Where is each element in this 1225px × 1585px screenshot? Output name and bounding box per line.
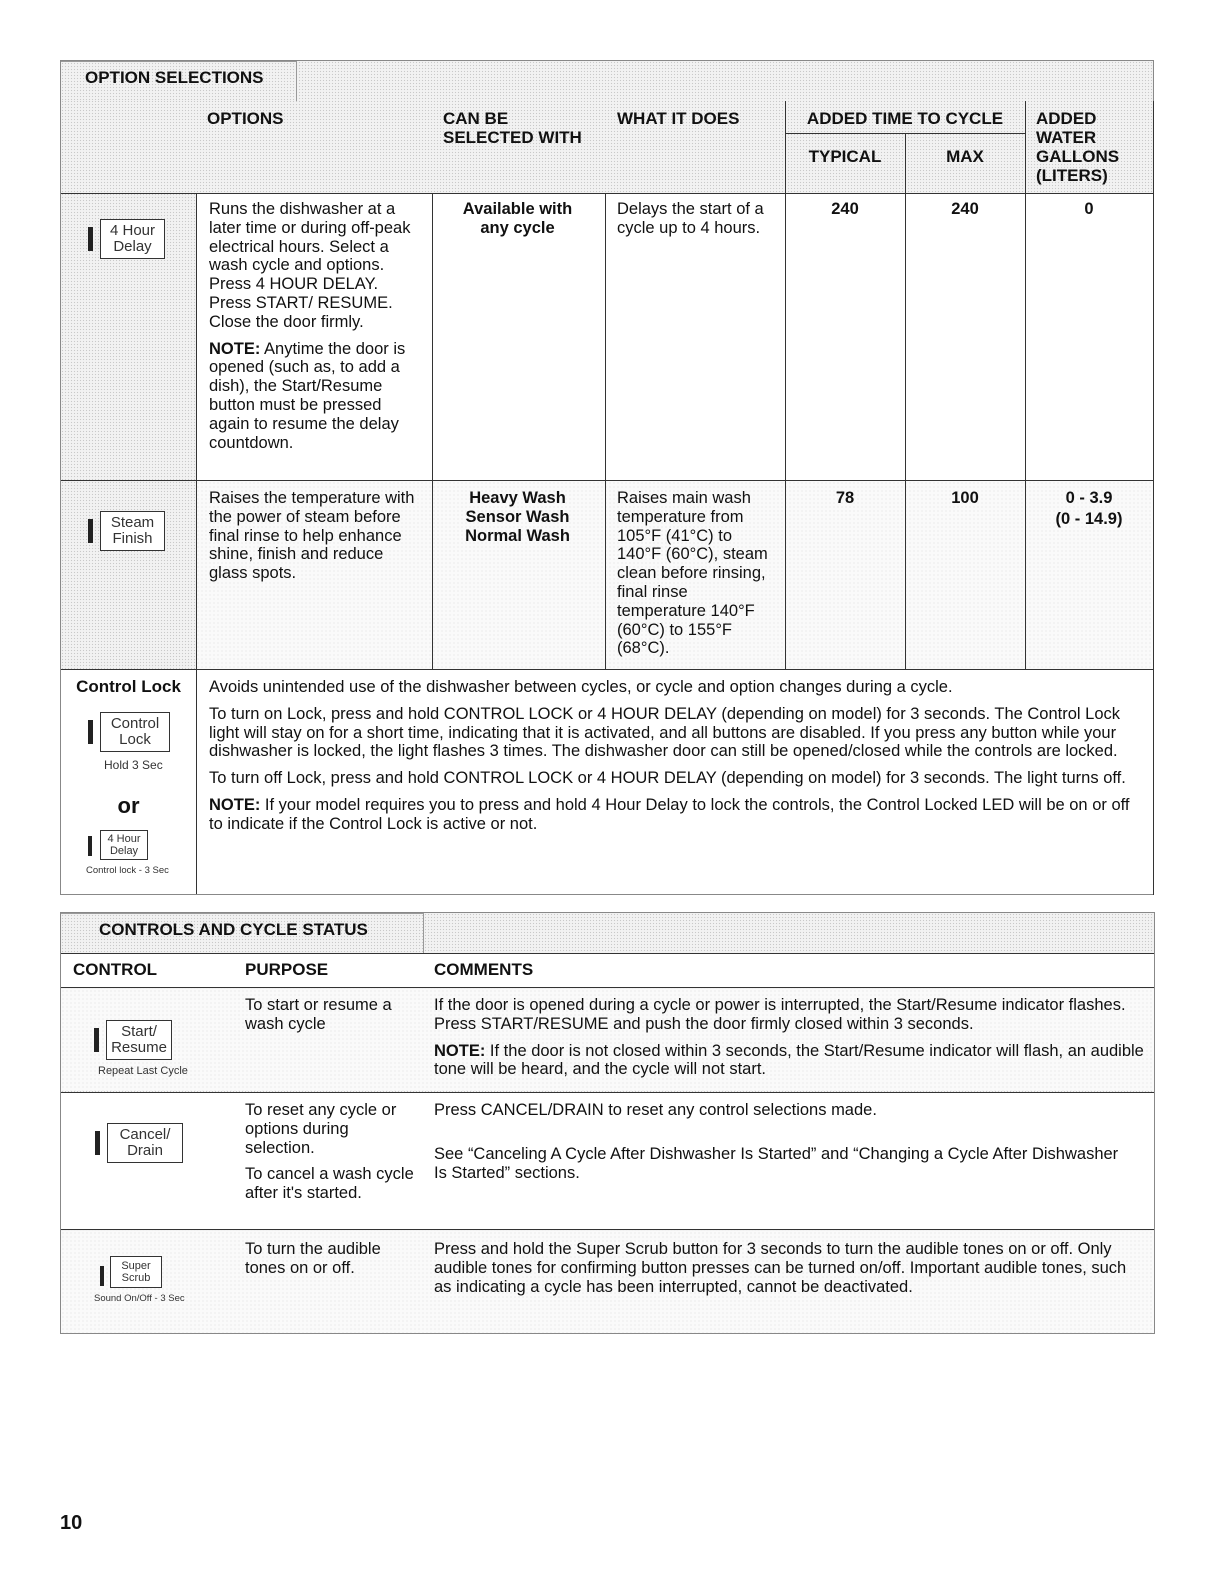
page-number: 10 bbox=[60, 1512, 83, 1534]
controls-status-title: CONTROLS AND CYCLE STATUS bbox=[99, 920, 368, 939]
control-lock-para1: Avoids unintended use of the dishwasher between cycles, or cycle and option changes during a cycle. bbox=[209, 678, 953, 696]
divider bbox=[785, 101, 786, 669]
four-hour-delay-description bbox=[209, 200, 419, 460]
button-label: Start/ Resume bbox=[106, 1020, 172, 1060]
header-purpose: PURPOSE bbox=[245, 960, 329, 979]
header-can-be-selected-with: CAN BE SELECTED WITH bbox=[443, 109, 582, 147]
steam-finish-typical: 78 bbox=[835, 489, 855, 507]
cycle-heavy-wash: Heavy Wash bbox=[469, 489, 566, 507]
header-added-water: ADDED WATER GALLONS (LITERS) bbox=[1036, 109, 1120, 185]
four-hour-delay-water: 0 bbox=[1084, 200, 1094, 218]
button-label: 4 Hour Delay bbox=[100, 830, 148, 860]
control-lock-para3: To turn off Lock, press and hold CONTROL LOCK or 4 HOUR DELAY (depending on model) for 3 seconds. The light turns off. bbox=[209, 769, 1126, 788]
button-label: Cancel/ Drain bbox=[107, 1123, 183, 1163]
start-resume-purpose: To start or resume a wash cycle bbox=[245, 996, 392, 1033]
controls-status-tab bbox=[61, 913, 424, 953]
divider bbox=[1025, 101, 1026, 669]
indicator-light-icon bbox=[88, 720, 93, 744]
button-label: 4 Hour Delay bbox=[100, 219, 165, 259]
four-hour-delay-button bbox=[88, 219, 188, 259]
option-selections-tab bbox=[61, 61, 297, 101]
divider bbox=[605, 193, 606, 669]
steam-finish-button bbox=[88, 511, 188, 551]
super-scrub-comment: Press and hold the Super Scrub button for 3 seconds to turn the audible tones on or off. Only audible tones for confirming button presses can be turned on/off. Important audible tones, such as indicating a cycle has been interrupted, cannot be deactivated. bbox=[434, 1240, 1127, 1296]
water-liters: (0 - 14.9) bbox=[1055, 509, 1123, 528]
indicator-light-icon bbox=[88, 227, 93, 251]
note-text: If the door is not closed within 3 seconds, the Start/Resume indicator will flash, an audible tone will be heard, and the cycle will not start. bbox=[434, 1041, 1144, 1079]
steam-finish-selected-with bbox=[450, 489, 585, 545]
controls-header-bg bbox=[61, 953, 1154, 988]
four-hour-delay-max: 240 bbox=[951, 200, 979, 218]
button-label: Steam Finish bbox=[100, 511, 165, 551]
divider bbox=[61, 669, 1153, 670]
header-comments: COMMENTS bbox=[434, 960, 534, 979]
note-paragraph bbox=[209, 340, 419, 453]
option-table-header bbox=[61, 101, 1153, 193]
four-hour-delay-selected-with: Available with any cycle bbox=[462, 200, 573, 237]
divider bbox=[432, 193, 433, 669]
steam-finish-description: Raises the temperature with the power of steam before final rinse to help enhance shine, finish and reduce glass spots. bbox=[209, 489, 415, 583]
divider bbox=[196, 193, 197, 894]
note-paragraph bbox=[434, 1042, 1144, 1080]
cancel-drain-comment bbox=[434, 1101, 1134, 1190]
start-resume-comment bbox=[434, 996, 1144, 1087]
option-selections-title: OPTION SELECTIONS bbox=[85, 68, 264, 87]
super-scrub-purpose: To turn the audible tones on or off. bbox=[245, 1240, 381, 1277]
divider bbox=[1153, 101, 1154, 895]
button-label: Super Scrub bbox=[110, 1256, 162, 1288]
purpose-cancel: To cancel a wash cycle after it's started. bbox=[245, 1165, 414, 1203]
control-lock-title: Control Lock bbox=[76, 677, 181, 696]
control-lock-para2: To turn on Lock, press and hold CONTROL LOCK or 4 HOUR DELAY (depending on model) for 3 seconds. The Control Lock light will stay on for a short time, indicating that it is activated, and all buttons are disabled. If you press any button while your dishwasher is locked, the light flashes 3 times. The dishwasher door can still be opened/closed while the controls are locked. bbox=[209, 704, 1121, 761]
header-max: MAX bbox=[946, 147, 984, 166]
sound-caption: Sound On/Off - 3 Sec bbox=[94, 1293, 185, 1304]
indicator-light-icon bbox=[95, 1131, 100, 1155]
note-text: If your model requires you to press and hold 4 Hour Delay to lock the controls, the Control Locked LED will be on or off to indicate if the Control Lock is active or not. bbox=[209, 795, 1130, 833]
indicator-light-icon bbox=[94, 1028, 99, 1052]
steam-finish-max: 100 bbox=[951, 489, 979, 507]
steam-finish-water bbox=[1025, 489, 1153, 529]
note-label: NOTE: bbox=[209, 795, 261, 814]
note-label: NOTE: bbox=[209, 339, 261, 358]
steam-finish-what-it-does: Raises main wash temperature from 105°F (41°C) to 140°F (60°C), steam clean before rinsing, final rinse temperature 140°F (60°C) to 155°F (68°C). bbox=[617, 489, 768, 658]
four-hour-delay-typical: 240 bbox=[831, 200, 859, 218]
purpose-reset: To reset any cycle or options during selection. bbox=[245, 1101, 397, 1157]
indicator-light-icon bbox=[88, 836, 92, 856]
hold-caption: Hold 3 Sec bbox=[104, 758, 163, 772]
or-separator: or bbox=[117, 793, 140, 818]
cycle-normal-wash: Normal Wash bbox=[465, 526, 570, 545]
alt-caption: Control lock - 3 Sec bbox=[86, 865, 169, 876]
comment-text: If the door is opened during a cycle or power is interrupted, the Start/Resume indicator flashes. Press START/RESUME and push the door firmly closed within 3 seconds. bbox=[434, 996, 1126, 1033]
note-text: Anytime the door is opened (such as, to add a dish), the Start/Resume button must be pressed again to resume the delay countdown. bbox=[209, 339, 406, 452]
cancel-drain-button bbox=[95, 1123, 205, 1163]
header-options: OPTIONS bbox=[207, 109, 284, 128]
water-gallons: 0 - 3.9 bbox=[1065, 489, 1113, 507]
control-lock-button bbox=[88, 712, 188, 772]
header-typical: TYPICAL bbox=[808, 147, 882, 166]
note-label: NOTE: bbox=[434, 1041, 486, 1060]
indicator-light-icon bbox=[88, 519, 93, 543]
control-lock-text bbox=[209, 678, 1144, 842]
header-what-it-does: WHAT IT DOES bbox=[617, 109, 740, 128]
header-added-time: ADDED TIME TO CYCLE bbox=[806, 109, 1004, 128]
description-text: Runs the dishwasher at a later time or during off-peak electrical hours. Select a wash cycle and options. Press 4 HOUR DELAY. Press START/ RESUME. Close the door firmly. bbox=[209, 200, 411, 331]
comment-see-sections: See “Canceling A Cycle After Dishwasher Is Started” and “Changing a Cycle After Dishwasher Is Started” sections. bbox=[434, 1144, 1119, 1182]
header-control: CONTROL bbox=[73, 960, 158, 979]
control-lock-note bbox=[209, 796, 1144, 834]
comment-reset: Press CANCEL/DRAIN to reset any control selections made. bbox=[434, 1101, 877, 1119]
repeat-last-cycle-caption: Repeat Last Cycle bbox=[98, 1065, 188, 1077]
cancel-drain-purpose bbox=[245, 1101, 420, 1211]
start-resume-button bbox=[94, 1020, 204, 1075]
indicator-light-icon bbox=[100, 1266, 104, 1286]
divider bbox=[61, 480, 1153, 481]
super-scrub-button bbox=[94, 1256, 210, 1306]
four-hour-delay-what-it-does: Delays the start of a cycle up to 4 hours. bbox=[617, 200, 764, 237]
divider bbox=[61, 193, 1153, 194]
cycle-sensor-wash: Sensor Wash bbox=[465, 507, 570, 526]
button-label: Control Lock bbox=[100, 712, 170, 752]
control-lock-alt-button bbox=[88, 830, 188, 880]
